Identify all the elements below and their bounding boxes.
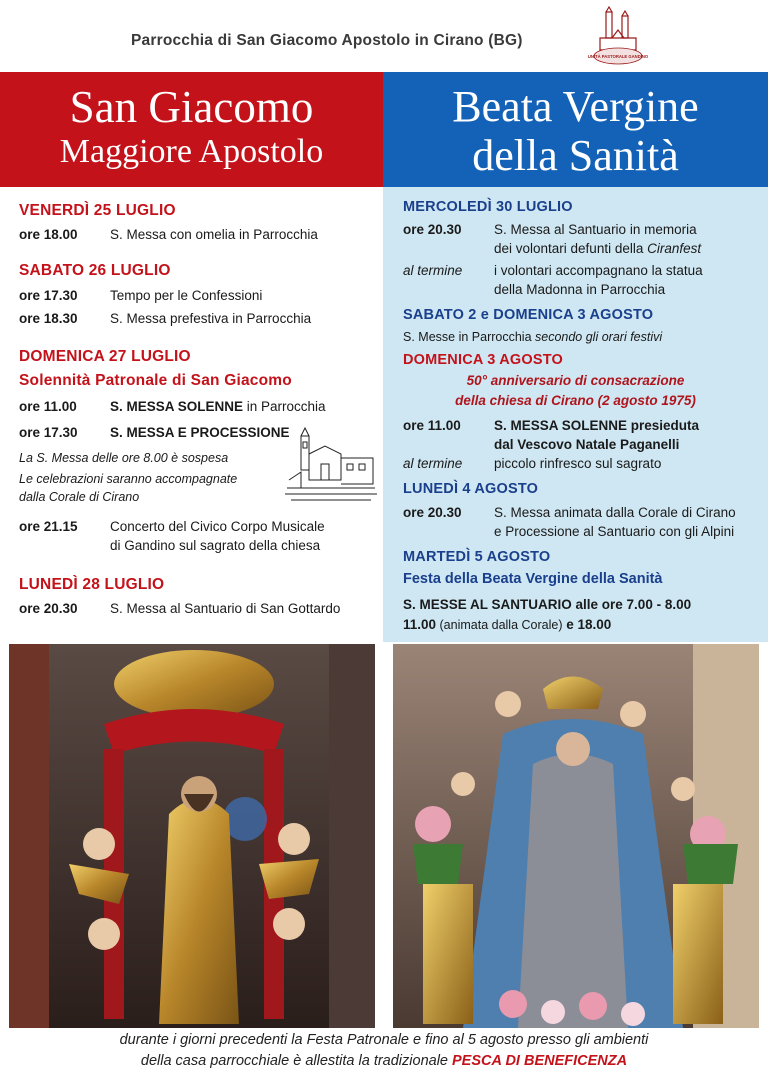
band-title-line1: Beata Vergine xyxy=(452,82,699,131)
event-time: ore 20.30 xyxy=(403,505,462,520)
event-desc-rest: presieduta xyxy=(627,418,700,433)
header xyxy=(0,0,768,72)
event-time: al termine xyxy=(403,263,463,278)
event-desc: piccolo rinfresco sul sagrato xyxy=(494,456,662,471)
event-desc: S. Messa al Santuario in memoria xyxy=(494,222,697,237)
event-desc: di Gandino sul sagrato della chiesa xyxy=(110,538,321,553)
statue-san-giacomo-image xyxy=(9,644,375,1028)
note-text: S. Messe in Parrocchia xyxy=(403,330,535,344)
event-desc-rest: dei volontari defunti della xyxy=(494,241,648,256)
day-heading: VENERDÌ 25 LUGLIO xyxy=(19,202,176,219)
event-time: ore 20.30 xyxy=(19,601,78,616)
note: dalla Corale di Cirano xyxy=(19,490,140,504)
feast-subtitle: Festa della Beata Vergine della Sanità xyxy=(403,571,663,587)
event-desc: S. Messa prefestiva in Parrocchia xyxy=(110,311,312,326)
event-desc: i volontari accompagnano la statua xyxy=(494,263,703,278)
church-sketch-illustration xyxy=(285,428,377,506)
event-desc: S. Messa al Santuario di San Gottardo xyxy=(110,601,341,616)
event-desc: S. Messa con omelia in Parrocchia xyxy=(110,227,318,242)
event-desc: Tempo per le Confessioni xyxy=(110,288,263,303)
day-subtitle: Solennità Patronale di San Giacomo xyxy=(19,372,292,389)
event-desc: Concerto del Civico Corpo Musicale xyxy=(110,519,325,534)
anniversary-line: 50° anniversario di consacrazione xyxy=(466,373,685,388)
event-desc: S. MESSA E PROCESSIONE xyxy=(110,425,290,440)
mass-times-line xyxy=(403,615,763,635)
charity-raffle-highlight: PESCA DI BENEFICENZA xyxy=(452,1053,628,1069)
day-heading: DOMENICA 3 AGOSTO xyxy=(403,352,563,368)
event-desc-bold: S. MESSA SOLENNE xyxy=(494,418,628,433)
mass-times-line: S. MESSE AL SANTUARIO alle ore 7.00 - 8.00 xyxy=(403,597,692,612)
event-time: ore 20.30 xyxy=(403,222,462,237)
mass-note: (animata dalla Corale) xyxy=(436,618,563,632)
event-desc: S. Messa animata dalla Corale di Cirano xyxy=(494,505,736,520)
event-desc xyxy=(494,239,774,259)
note-text-italic: secondo gli orari festivi xyxy=(535,330,663,344)
day-heading: MARTEDÌ 5 AGOSTO xyxy=(403,549,551,565)
schedule-note xyxy=(403,327,763,347)
day-heading: MERCOLEDÌ 30 LUGLIO xyxy=(403,199,573,215)
day-heading: LUNEDÌ 28 LUGLIO xyxy=(19,576,165,593)
logo-text: UNITÀ PASTORALE GANDINO xyxy=(587,54,649,59)
event-time: ore 21.15 xyxy=(19,519,78,534)
statue-madonna-photo xyxy=(393,644,759,1028)
event-time: ore 18.00 xyxy=(19,227,78,242)
schedule-san-giacomo xyxy=(0,187,383,642)
parish-logo xyxy=(587,6,649,66)
band-title-line2: Maggiore Apostolo xyxy=(59,133,324,170)
mass-time: 11.00 xyxy=(403,617,437,632)
band-title-line1: San Giacomo xyxy=(69,82,314,132)
note: La S. Messa delle ore 8.00 è sospesa xyxy=(19,451,229,465)
footer-line2-text: della casa parrocchiale è allestita la tradizionale xyxy=(140,1053,453,1069)
parish-title: Parrocchia di San Giacomo Apostolo in Cirano (BG) xyxy=(131,32,523,49)
day-heading: SABATO 26 LUGLIO xyxy=(19,262,171,279)
title-band-san-giacomo xyxy=(0,72,383,187)
statue-madonna-image xyxy=(393,644,759,1028)
event-desc-bold: S. MESSA SOLENNE xyxy=(110,399,244,414)
event-desc: della Madonna in Parrocchia xyxy=(494,282,666,297)
event-desc xyxy=(494,416,774,436)
event-desc xyxy=(110,397,390,417)
event-time: ore 17.30 xyxy=(19,425,78,440)
day-heading: LUNEDÌ 4 AGOSTO xyxy=(403,481,539,497)
event-desc-rest: in Parrocchia xyxy=(243,399,326,414)
footer-note xyxy=(0,1030,768,1072)
event-time: ore 17.30 xyxy=(19,288,78,303)
statue-san-giacomo-photo xyxy=(9,644,375,1028)
event-time: ore 18.30 xyxy=(19,311,78,326)
event-time: al termine xyxy=(403,456,463,471)
band-title-line2: della Sanità xyxy=(472,131,679,180)
event-desc-italic: Ciranfest xyxy=(647,241,702,256)
mass-time: e 18.00 xyxy=(562,617,612,632)
footer-line1: durante i giorni precedenti la Festa Patronale e fino al 5 agosto presso gli ambienti xyxy=(119,1032,649,1048)
event-desc: dal Vescovo Natale Paganelli xyxy=(494,437,680,452)
title-band-beata-vergine xyxy=(383,72,768,187)
schedule-beata-vergine xyxy=(383,187,768,642)
day-heading: SABATO 2 e DOMENICA 3 AGOSTO xyxy=(403,307,654,323)
event-time: ore 11.00 xyxy=(19,399,77,414)
footer-line2 xyxy=(0,1051,768,1072)
anniversary-line: della chiesa di Cirano (2 agosto 1975) xyxy=(455,393,696,408)
day-heading: DOMENICA 27 LUGLIO xyxy=(19,348,191,365)
note: Le celebrazioni saranno accompagnate xyxy=(19,472,238,486)
event-time: ore 11.00 xyxy=(403,418,461,433)
event-desc: e Processione al Santuario con gli Alpini xyxy=(494,524,735,539)
